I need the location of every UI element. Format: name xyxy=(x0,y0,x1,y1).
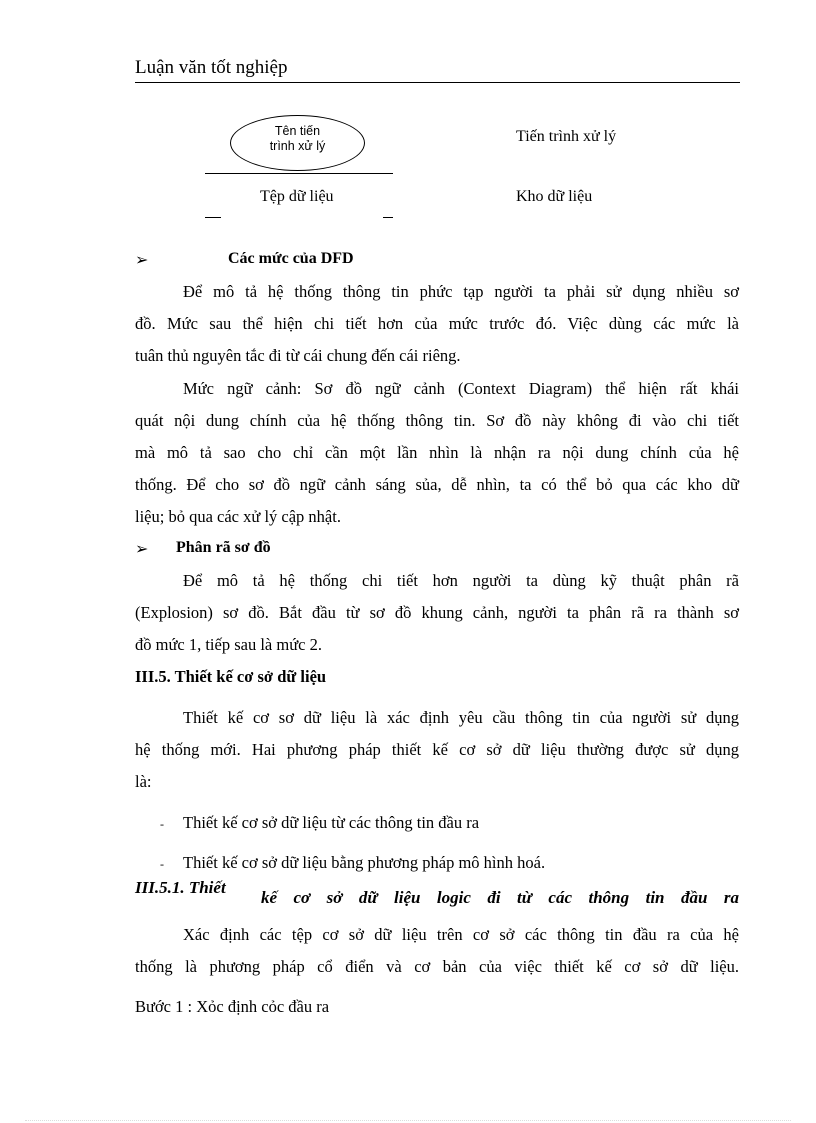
text-line: mà mô tả sao cho chỉ cần một lần nhìn là nhận ra nội dung chính của hệ xyxy=(135,443,739,462)
store-label: Kho dữ liệu xyxy=(516,188,593,205)
text-line: liệu; bỏ qua các xử lý cập nhật. xyxy=(135,507,341,526)
process-symbol-underline xyxy=(205,173,393,174)
bullet-arrow-icon: ➢ xyxy=(135,541,149,558)
explosion-paragraph xyxy=(135,565,739,661)
text-line: Để mô tả hệ thống chi tiết hơn người ta dùng kỹ thuật phân rã xyxy=(183,571,739,590)
db-design-heading: III.5. Thiết kế cơ sở dữ liệu xyxy=(135,667,327,686)
text-line: Thiết kế cơ sơ dữ liệu là xác định yêu cầu thông tin của người sử dụng xyxy=(183,708,739,727)
text-line: tuân thủ nguyên tắc đi từ cái chung đến cái riêng. xyxy=(135,346,461,365)
text-line: Để mô tả hệ thống thông tin phức tạp người ta phải sử dụng nhiều sơ xyxy=(183,282,739,301)
header-divider xyxy=(135,82,740,83)
text-line: hệ thống mới. Hai phương pháp thiết kế cơ sở dữ liệu thường được sử dụng xyxy=(135,740,739,759)
page-bottom-dotted-border xyxy=(25,1120,791,1121)
text-line: Xác định các tệp cơ sở dữ liệu trên cơ sở các thông tin đầu ra của hệ xyxy=(183,925,739,944)
text-line: thống là phương pháp cổ điển và cơ bản của việc thiết kế cơ sở dữ liệu. xyxy=(135,957,739,976)
logic-design-heading-prefix: III.5.1. Thiết xyxy=(135,878,226,897)
text-line: đồ. Mức sau thể hiện chi tiết hơn của mức trước đó. Việc dùng các mức là xyxy=(135,314,739,333)
explosion-heading: Phân rã sơ đồ xyxy=(176,539,271,556)
list-dash: - xyxy=(160,817,164,831)
store-symbol-left-line xyxy=(205,217,221,218)
process-label: Tiến trình xử lý xyxy=(516,128,617,145)
step-1-text: Bước 1 : Xỏc định cỏc đầu ra xyxy=(135,997,330,1016)
list-item xyxy=(160,813,479,833)
list-item-text: Thiết kế cơ sở dữ liệu bằng phương pháp mô hình hoá. xyxy=(183,853,546,872)
store-symbol-right-line xyxy=(383,217,393,218)
logic-design-heading-rest: kế cơ sở dữ liệu logic đi từ các thông tin đầu ra xyxy=(261,888,739,907)
text-line: là: xyxy=(135,772,152,791)
list-item-text: Thiết kế cơ sở dữ liệu từ các thông tin đầu ra xyxy=(183,813,480,832)
text-line: đồ mức 1, tiếp sau là mức 2. xyxy=(135,635,322,654)
logic-design-paragraph xyxy=(135,919,739,983)
logic-design-heading xyxy=(135,878,739,907)
dfd-levels-paragraph-2 xyxy=(135,373,739,533)
text-line: thống. Để cho sơ đồ ngữ cảnh sáng sủa, dễ nhìn, ta có thể bỏ qua các kho dữ xyxy=(135,475,739,494)
list-item xyxy=(160,853,545,873)
text-line: quát nội dung chính của hệ thống thông tin. Sơ đồ này không đi vào chi tiết xyxy=(135,411,739,430)
bullet-arrow-icon: ➢ xyxy=(135,252,149,269)
text-line: (Explosion) sơ đồ. Bắt đầu từ sơ đồ khung cảnh, người ta phân rã ra thành sơ xyxy=(135,603,739,622)
page-header-title: Luận văn tốt nghiệp xyxy=(135,57,288,78)
dfd-levels-paragraph-1 xyxy=(135,276,739,372)
ellipse-text-line-2: trình xử lý xyxy=(269,139,326,153)
process-ellipse-text xyxy=(230,124,365,154)
dfd-levels-heading: Các mức của DFD xyxy=(228,250,354,267)
ellipse-text-line-1: Tên tiến xyxy=(274,124,321,138)
text-line: Mức ngữ cảnh: Sơ đồ ngữ cảnh (Context Diagram) thể hiện rất khái xyxy=(183,379,739,398)
list-dash: - xyxy=(160,857,164,871)
db-design-paragraph xyxy=(135,702,739,798)
file-symbol-label: Tệp dữ liệu xyxy=(260,188,334,205)
